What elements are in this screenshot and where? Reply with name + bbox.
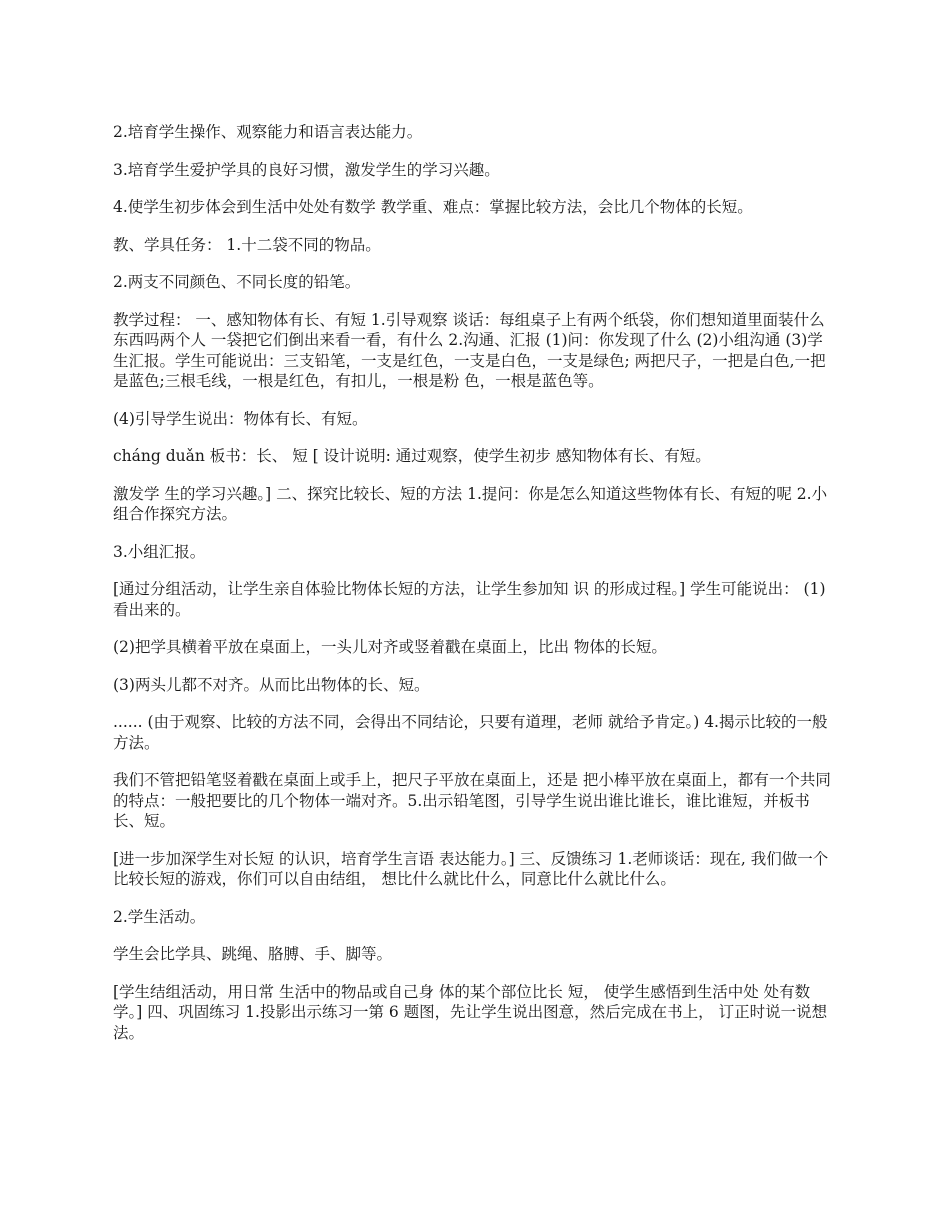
- paragraph: [学生结组活动，用日常 生活中的物品或自己身 体的某个部位比长 短， 使学生感悟到生活中处 处有数学。] 四、巩固练习 1.投影出示练习一第 6 题图，先让学生说出图意，然后完成在书上， 订正时说一说想法。: [113, 982, 828, 1042]
- paragraph: 激发学 生的学习兴趣。] 二、探究比较长、短的方法 1.提问：你是怎么知道这些物体有长、有短的呢 2.小组合作探究方法。: [113, 484, 828, 523]
- paragraph: [进一步加深学生对长短 的认识，培育学生言语 表达能力。] 三、反馈练习 1.老师谈话：现在, 我们做一个比较长短的游戏，你们可以自由结组， 想比什么就比什么，同意比什么就比什么。: [113, 849, 829, 888]
- document-body: [113, 122, 837, 1060]
- paragraph: cháng duǎn 板书：长、 短 [ 设计说明: 通过观察，使学生初步 感知物体有长、有短。: [113, 447, 711, 465]
- paragraph: 2.两支不同颜色、不同长度的铅笔。: [113, 273, 361, 291]
- paragraph: [通过分组活动，让学生亲自体验比物体长短的方法，让学生参加知 识 的形成过程。] 学生可能说出： (1)看出来的。: [113, 580, 826, 619]
- paragraph: 3.小组汇报。: [113, 542, 206, 561]
- paragraph: 4.使学生初步体会到生活中处处有数学 教学重、难点：掌握比较方法，会比几个物体的长短。: [113, 198, 753, 216]
- paragraph: 2.学生活动。: [113, 907, 206, 926]
- paragraph: (2)把学具横着平放在桌面上，一头儿对齐或竖着戳在桌面上，比出 物体的长短。: [113, 638, 667, 656]
- paragraph: 3.培育学生爱护学具的良好习惯，激发学生的学习兴趣。: [113, 160, 500, 179]
- paragraph: (3)两头儿都不对齐。从而比出物体的长、短。: [113, 675, 430, 694]
- paragraph: ...... (由于观察、比较的方法不同，会得出不同结论，只要有道理，老师 就给予肯定。) 4.揭示比较的一般方法。: [113, 713, 828, 752]
- paragraph: 2.培育学生操作、观察能力和语言表达能力。: [113, 123, 423, 141]
- paragraph: (4)引导学生说出：物体有长、有短。: [113, 409, 368, 428]
- paragraph: 学生会比学具、跳绳、胳膊、手、脚等。: [113, 945, 393, 963]
- paragraph: 我们不管把铅笔竖着戳在桌面上或手上，把尺子平放在桌面上，还是 把小棒平放在桌面上，都有一个共同的特点：一般把要比的几个物体一端对齐。5.出示铅笔图，引导学生说出谁比谁长，谁比谁短，并板书长、短。: [113, 771, 831, 830]
- paragraph: 教、学具任务： 1.十二袋不同的物品。: [113, 235, 381, 254]
- paragraph: 教学过程： 一、感知物体有长、有短 1.引导观察 谈话：每组桌子上有两个纸袋，你们想知道里面装什么东西吗两个人 一袋把它们倒出来看一看，有什么 2.沟通、汇报 (1)问：你发现了什么 (2)小组沟通 (3)学生汇报。学生可能说出：三支铅笔，一支是红色，一支是白色，一支是绿色; 两把尺子，一把是白色,一把是蓝色;三根毛线，一根是红色，有扣儿，一根是粉 色，一根是蓝色等。: [113, 310, 826, 390]
